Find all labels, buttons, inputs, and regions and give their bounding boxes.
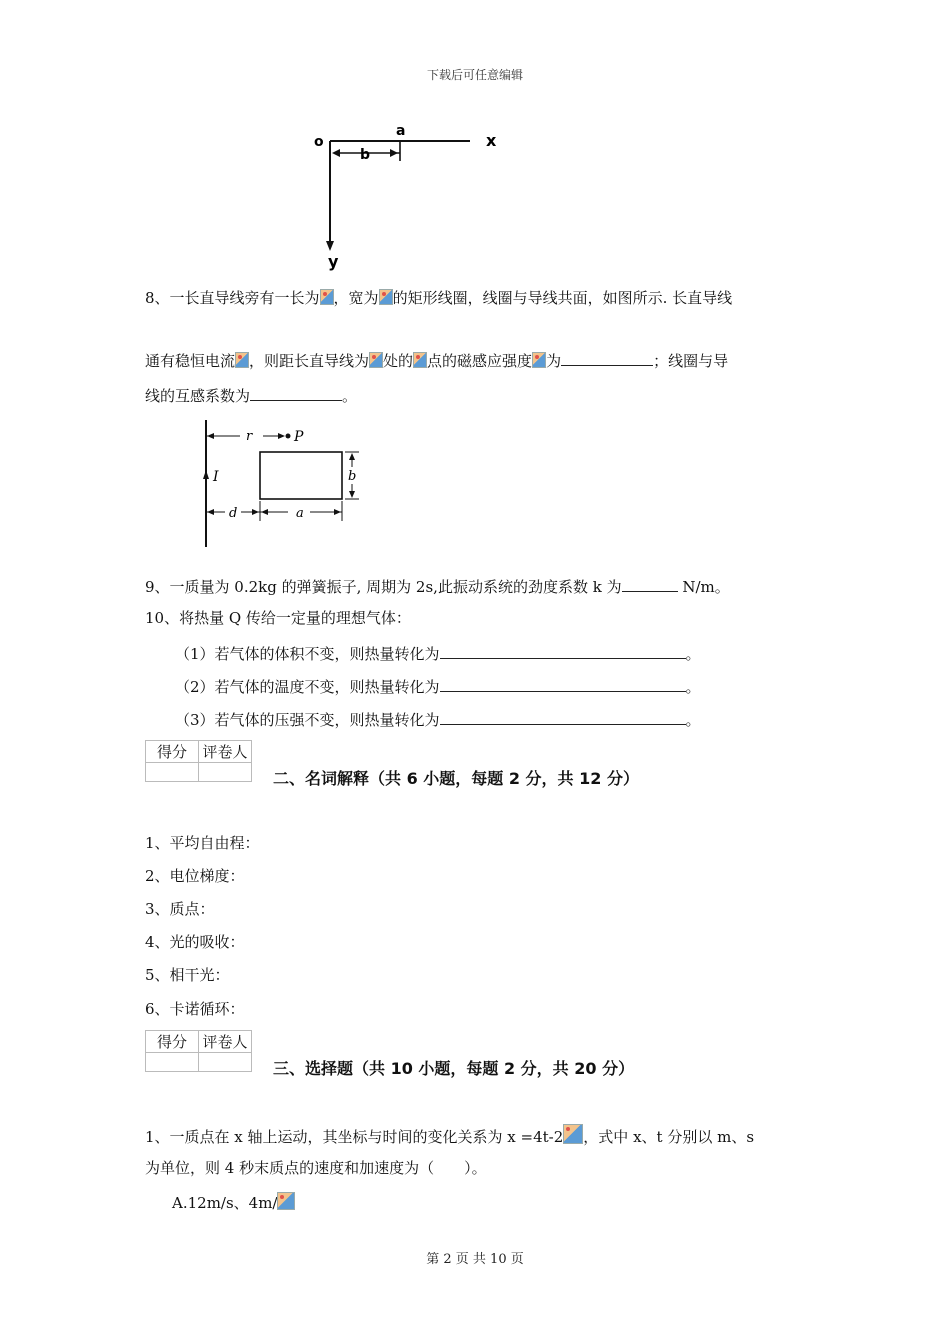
q8-line3: 线的互感系数为 。 [145,384,357,406]
coil-figure [195,415,370,550]
formula-image-icon [277,1192,295,1210]
q10-item-2: （2）若气体的温度不变，则热量转化为 。 [175,675,701,697]
axis-a-label: a [396,123,406,139]
score-table [145,740,252,782]
formula-image-icon [320,289,334,305]
score-table [145,1030,252,1072]
term-item: 4、光的吸收： [145,933,245,951]
axis-b-label: b [360,147,371,163]
axes-figure [300,115,520,275]
section-2-title: 二、名词解释（共 6 小题，每题 2 分，共 12 分） [273,769,639,788]
answer-blank[interactable] [440,642,686,659]
s3-q1-line1: 1、一质点在 x 轴上运动，其坐标与时间的变化关系为 x =4t-2 ，式中 x、t 分别以 m、s [145,1124,754,1147]
coil-b-label: b [348,469,357,484]
answer-blank[interactable] [440,708,686,725]
axis-y-label: y [328,252,339,271]
page-header: 下载后可任意编辑 [426,68,523,82]
formula-image-icon [235,352,249,368]
coil-a-label: a [296,506,304,521]
answer-blank[interactable] [250,384,342,401]
formula-image-icon [563,1124,583,1144]
answer-blank[interactable] [561,349,653,366]
score-header: 得分 [146,741,199,763]
page-footer: 第 2 页 共 10 页 [426,1252,524,1267]
q8-line2: 通有稳恒电流 ，则距长直导线为 处的 点的磁感应强度 为 ；线圈与导 [145,349,728,371]
grader-header: 评卷人 [199,1031,252,1053]
coil-r-label: r [246,429,253,444]
score-header: 得分 [146,1031,199,1053]
coil-current-label: I [213,469,219,485]
s3-q1-line2: 为单位，则 4 秒末质点的速度和加速度为（ ）。 [145,1159,487,1177]
q8-line1: 8、一长直导线旁有一长为 ，宽为 的矩形线圈，线圈与导线共面，如图所示. 长直导线 [145,289,733,307]
axis-x-label: x [486,131,497,150]
s3-q1-option-a: A.12m/s、4m/ [172,1192,295,1213]
grader-cell[interactable] [199,1053,252,1072]
q10-title: 10、将热量 Q 传给一定量的理想气体： [145,609,411,627]
q10-item-1: （1）若气体的体积不变，则热量转化为 。 [175,642,701,664]
answer-blank[interactable] [440,675,686,692]
q9-line: 9、一质量为 0.2kg 的弹簧振子, 周期为 2s,此振动系统的劲度系数 k 为 N/m。 [145,575,730,597]
term-item: 2、电位梯度： [145,867,245,885]
term-item: 6、卡诺循环： [145,1000,245,1018]
score-cell[interactable] [146,763,199,782]
axis-origin-label: o [314,134,324,150]
coil-p-label: P [294,429,304,445]
q10-item-3: （3）若气体的压强不变，则热量转化为 。 [175,708,701,730]
coil-d-label: d [229,506,238,521]
formula-image-icon [379,289,393,305]
term-item: 5、相干光： [145,966,230,984]
term-item: 3、质点： [145,900,215,918]
section-3-title: 三、选择题（共 10 小题，每题 2 分，共 20 分） [273,1059,635,1078]
grader-header: 评卷人 [199,741,252,763]
grader-cell[interactable] [199,763,252,782]
formula-image-icon [532,352,546,368]
formula-image-icon [413,352,427,368]
term-item: 1、平均自由程： [145,834,260,852]
answer-blank[interactable] [622,575,678,592]
score-cell[interactable] [146,1053,199,1072]
formula-image-icon [369,352,383,368]
